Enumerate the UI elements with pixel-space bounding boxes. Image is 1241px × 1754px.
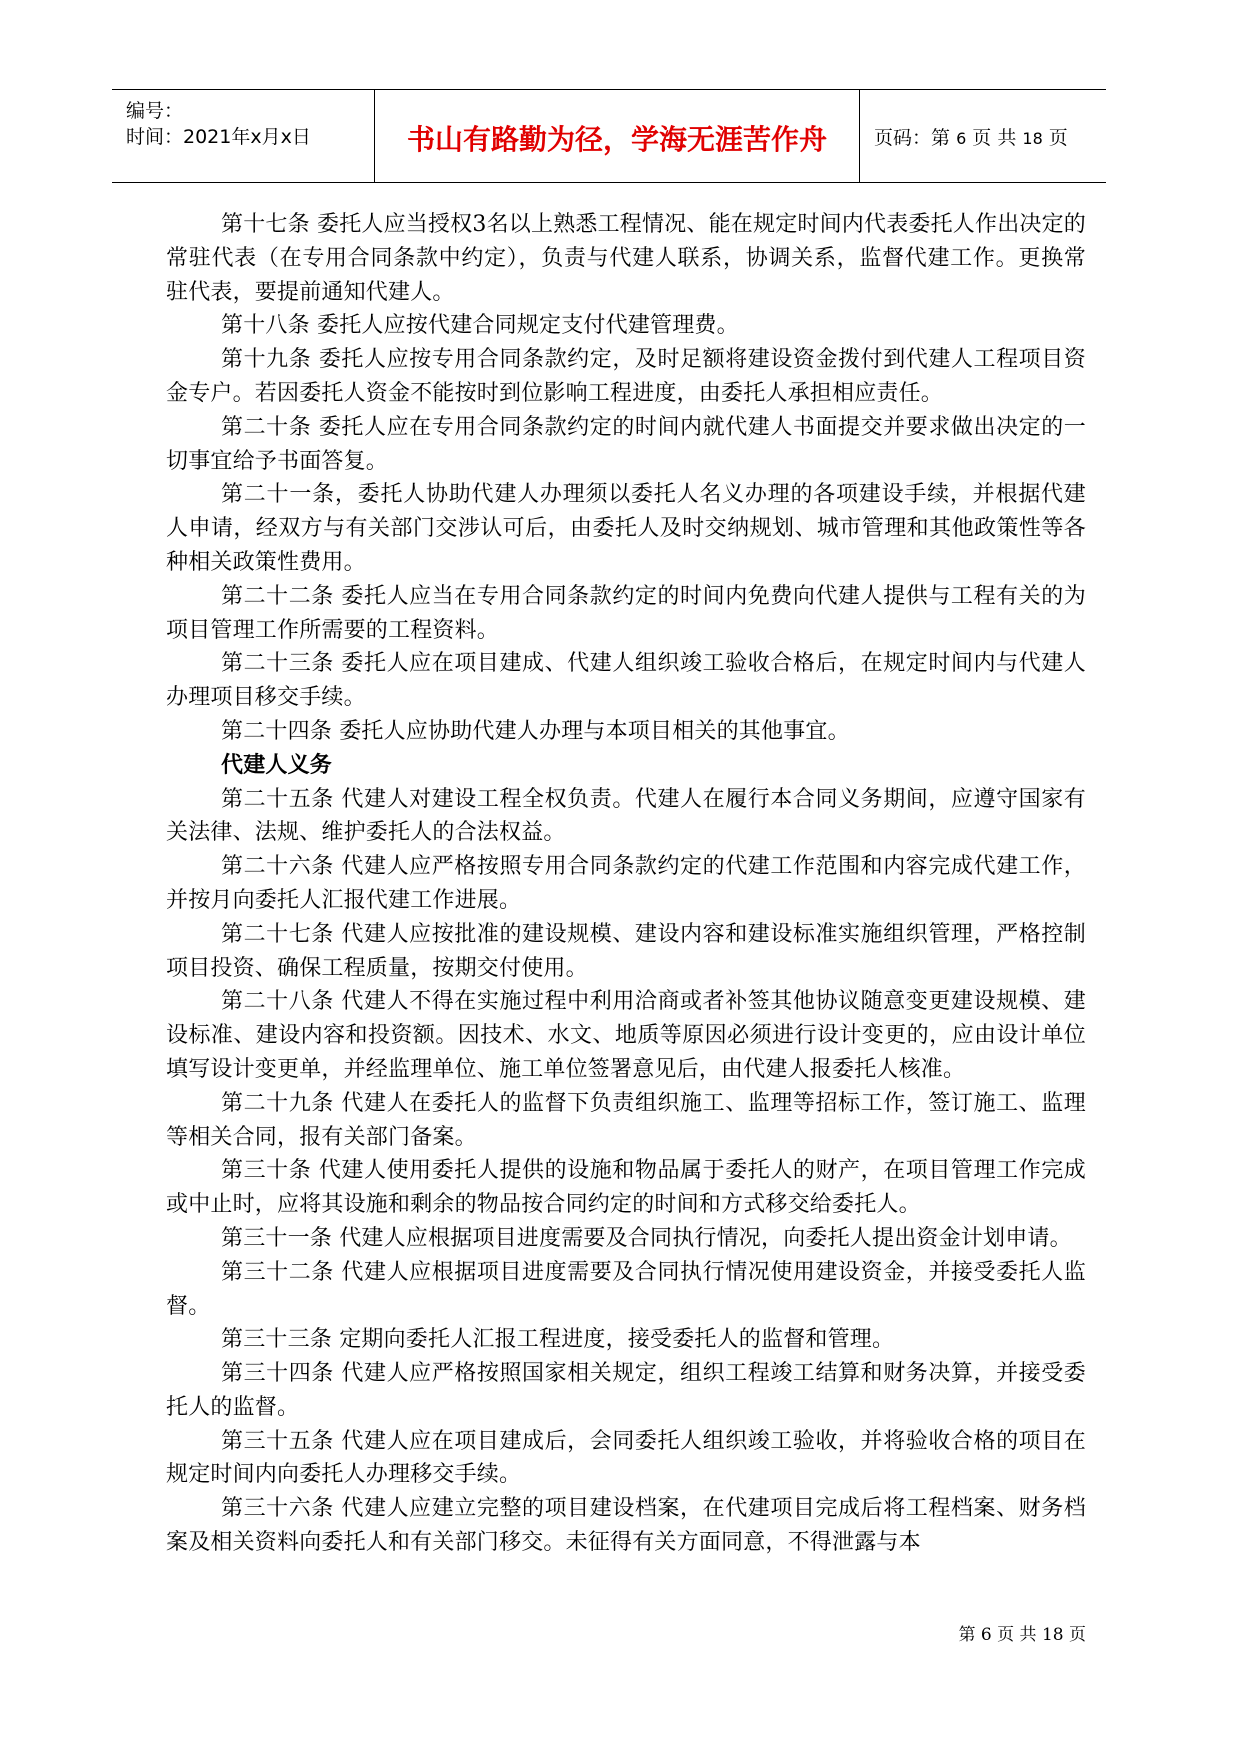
page-code-prefix: 页码：第 xyxy=(874,127,951,149)
paragraph-33: 第三十三条 定期向委托人汇报工程进度，接受委托人的监督和管理。 xyxy=(221,1327,895,1353)
page-code-current: 6 xyxy=(956,129,967,148)
paragraph-17: 第十七条 委托人应当授权3名以上熟悉工程情况、能在规定时间内代表委托人作出决定的常驻代表（在专用合同条款中约定），负责与代建人联系，协调关系，监督代建工作。更换常驻代表，要提前通知代建人。 xyxy=(166,212,1086,305)
page-code-middle: 页 共 xyxy=(972,127,1017,149)
paragraph-22: 第二十二条 委托人应当在专用合同条款约定的时间内免费向代建人提供与工程有关的为项目管理工作所需要的工程资料。 xyxy=(166,583,1086,643)
page-code-total: 18 xyxy=(1022,129,1043,148)
paragraph-24: 第二十四条 委托人应协助代建人办理与本项目相关的其他事宜。 xyxy=(221,718,850,744)
header-motto: 书山有路勤为径，学海无涯苦作舟 xyxy=(406,123,827,156)
header-left-cell xyxy=(112,90,374,182)
paragraph-34: 第三十四条 代建人应严格按照国家相关规定，组织工程竣工结算和财务决算，并接受委托人的监督。 xyxy=(166,1361,1086,1420)
page-code-suffix: 页 xyxy=(1048,127,1068,149)
paragraph-35: 第三十五条 代建人应在项目建成后，会同委托人组织竣工验收，并将验收合格的项目在规定时间内向委托人办理移交手续。 xyxy=(166,1428,1086,1488)
paragraph-30: 第三十条 代建人使用委托人提供的设施和物品属于委托人的财产，在项目管理工作完成或中止时，应将其设施和剩余的物品按合同约定的时间和方式移交给委托人。 xyxy=(166,1158,1086,1218)
document-number-label: 编号： xyxy=(126,100,184,122)
document-body xyxy=(166,208,1086,1560)
paragraph-36: 第三十六条 代建人应建立完整的项目建设档案，在代建项目完成后将工程档案、财务档案及相关资料向委托人和有关部门移交。未征得有关方面同意，不得泄露与本 xyxy=(166,1496,1086,1556)
paragraph-21: 第二十一条，委托人协助代建人办理须以委托人名义办理的各项建设手续，并根据代建人申请，经双方与有关部门交涉认可后，由委托人及时交纳规划、城市管理和其他政策性等各种相关政策性费用。 xyxy=(166,482,1086,575)
document-date: 时间：2021年x月x日 xyxy=(126,126,311,148)
paragraph-32: 第三十二条 代建人应根据项目进度需要及合同执行情况使用建设资金，并接受委托人监督。 xyxy=(166,1259,1086,1319)
paragraph-19: 第十九条 委托人应按专用合同条款约定，及时足额将建设资金拨付到代建人工程项目资金专户。若因委托人资金不能按时到位影响工程进度，由委托人承担相应责任。 xyxy=(166,347,1086,406)
header-middle-cell xyxy=(374,90,860,182)
paragraph-31: 第三十一条 代建人应根据项目进度需要及合同执行情况，向委托人提出资金计划申请。 xyxy=(221,1225,1072,1251)
section-heading: 代建人义务 xyxy=(221,751,333,778)
page-header xyxy=(112,89,1106,183)
paragraph-18: 第十八条 委托人应按代建合同规定支付代建管理费。 xyxy=(221,313,739,339)
paragraph-23: 第二十三条 委托人应在项目建成、代建人组织竣工验收合格后，在规定时间内与代建人办理项目移交手续。 xyxy=(166,651,1086,711)
paragraph-20: 第二十条 委托人应在专用合同条款约定的时间内就代建人书面提交并要求做出决定的一切事宜给予书面答复。 xyxy=(166,414,1086,474)
paragraph-29: 第二十九条 代建人在委托人的监督下负责组织施工、监理等招标工作，签订施工、监理等相关合同，报有关部门备案。 xyxy=(166,1090,1086,1150)
paragraph-27: 第二十七条 代建人应按批准的建设规模、建设内容和建设标准实施组织管理，严格控制项目投资、确保工程质量，按期交付使用。 xyxy=(166,921,1086,981)
header-right-cell xyxy=(860,90,1106,182)
paragraph-25: 第二十五条 代建人对建设工程全权负责。代建人在履行本合同义务期间，应遵守国家有关法律、法规、维护委托人的合法权益。 xyxy=(166,786,1086,846)
header-page-code xyxy=(874,123,1068,150)
paragraph-28: 第二十八条 代建人不得在实施过程中利用洽商或者补签其他协议随意变更建设规模、建设标准、建设内容和投资额。因技术、水文、地质等原因必须进行设计变更的，应由设计单位填写设计变更单，并经监理单位、施工单位签署意见后，由代建人报委托人核准。 xyxy=(166,989,1086,1082)
paragraph-26: 第二十六条 代建人应严格按照专用合同条款约定的代建工作范围和内容完成代建工作，并按月向委托人汇报代建工作进展。 xyxy=(166,854,1086,913)
page-footer: 第 6 页 共 18 页 xyxy=(958,1625,1086,1645)
